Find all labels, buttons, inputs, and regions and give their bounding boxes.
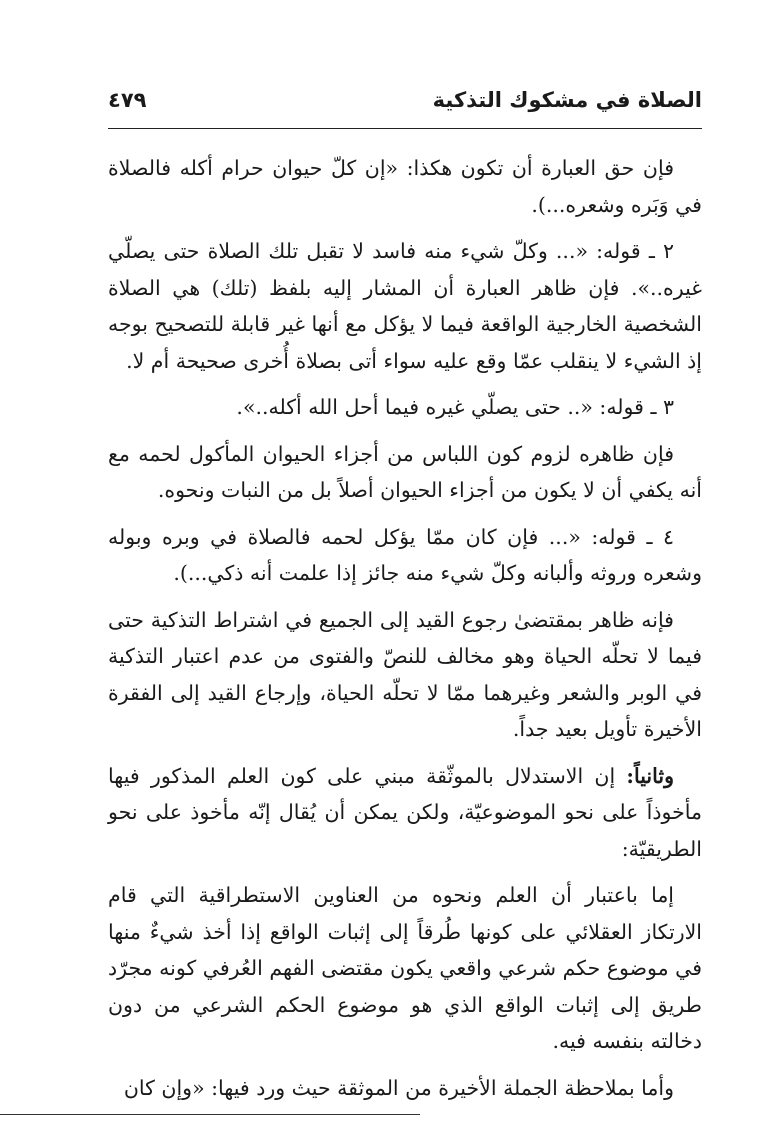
paragraph-8	[108, 877, 702, 1060]
footer-divider	[0, 1114, 420, 1115]
paragraph-4	[108, 436, 702, 509]
paragraph-7-lead: وثانياً:	[626, 763, 674, 788]
paragraph-6	[108, 602, 702, 748]
paragraph-6-text: فإنه ظاهر بمقتضىٰ رجوع القيد إلى الجميع في اشتراط التذكية حتى فيما لا تحلّه الحياة وهو مخالف للنصّ والفتوى من عدم اعتبار التذكية في الوبر والشعر وغيرهما ممّا لا تحلّه الحياة، وإرجاع القيد إلى الفقرة الأخيرة تأويل بعيد جداً.	[108, 607, 702, 741]
page-header	[108, 80, 702, 120]
header-divider	[108, 128, 702, 129]
page-number: ٤٧٩	[108, 88, 147, 112]
running-title: الصلاة في مشكوك التذكية	[432, 88, 702, 112]
paragraph-4-text: فإن ظاهره لزوم كون اللباس من أجزاء الحيوان المأكول لحمه مع أنه يكفي أن لا يكون من أجزاء الحيوان أصلاً بل من النبات ونحوه.	[108, 441, 702, 502]
paragraph-7-text: إن الاستدلال بالموثّقة مبني على كون العلم المذكور فيها مأخوذاً على نحو الموضوعيّة، ولكن يمكن أن يُقال إنّه مأخوذ على نحو الطريقيّة:	[108, 763, 702, 861]
paragraph-3	[108, 389, 702, 426]
paragraph-3-text: ٣ ـ قوله: «.. حتى يصلّي غيره فيما أحل الله أكله..».	[236, 395, 674, 419]
paragraph-8-text: إما باعتبار أن العلم ونحوه من العناوين الاستطراقية التي قام الارتكاز العقلائي على كونها طُرقاً إلى إثبات الواقع إذا أخذ شيءٌ منها في موضوع حكم شرعي واقعي يكون مقتضى الفهم العُرفي كونه مجرّد طريق إلى إثبات الواقع الذي هو موضوع الحكم الشرعي من دون دخالته بنفسه فيه.	[108, 883, 702, 1053]
paragraph-5	[108, 519, 702, 592]
paragraph-9-text: وأما بملاحظة الجملة الأخيرة من الموثقة حيث ورد فيها: «وإن كان	[123, 1075, 674, 1100]
paragraph-7	[108, 758, 702, 868]
page-body	[108, 150, 702, 1106]
paragraph-1-text: فإن حق العبارة أن تكون هكذا: «إن كلّ حيوان حرام أكله فالصلاة في وَبَره وشعره...).	[108, 156, 702, 217]
paragraph-2-text: ٢ ـ قوله: «... وكلّ شيء منه فاسد لا تقبل تلك الصلاة حتى يصلّي غيره..». فإن ظاهر العبارة أن المشار إليه بلفظ (تلك) هي الصلاة الشخصية الخارجية الواقعة فيما لا يؤكل مع أنها غير قابلة للتصحيح بوجه إذ الشيء لا ينقلب عمّا وقع عليه سواء أتى بصلاة أُخرى صحيحة أم لا.	[108, 239, 702, 373]
paragraph-1	[108, 150, 702, 223]
paragraph-9	[108, 1070, 702, 1107]
paragraph-2	[108, 233, 702, 379]
paragraph-5-text: ٤ ـ قوله: «... فإن كان ممّا يؤكل لحمه فالصلاة في وبره وبوله وشعره وروثه وألبانه وكلّ شيء منه جائز إذا علمت أنه ذكي...).	[108, 524, 702, 585]
